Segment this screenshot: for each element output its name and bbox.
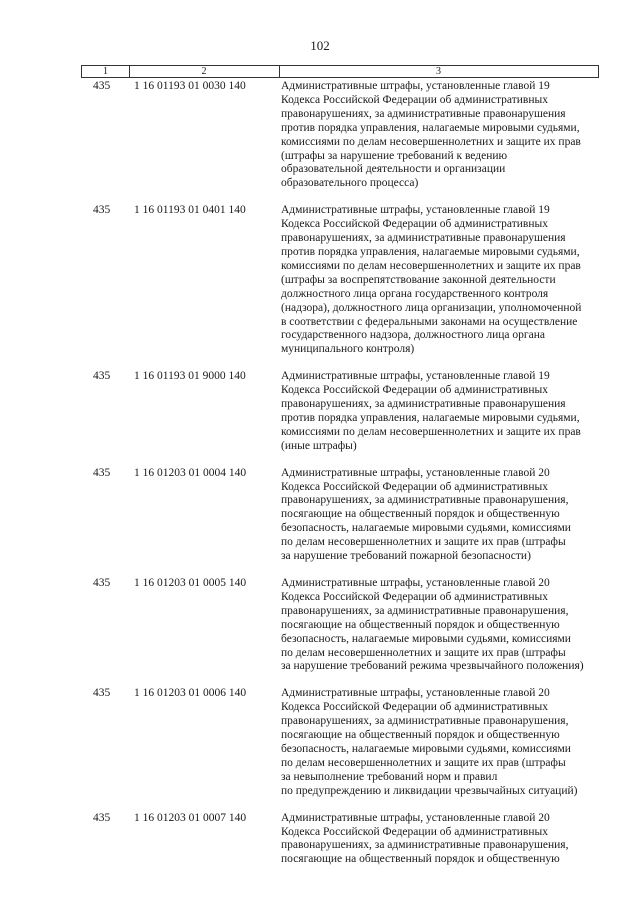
description-line: комиссиями по делам несовершеннолетних и защите их прав xyxy=(281,259,581,272)
admin-code: 435 xyxy=(93,577,111,589)
admin-code: 435 xyxy=(93,466,111,479)
description-line: правонарушениях, за административные правонарушения xyxy=(281,107,566,120)
description-line: Кодекса Российской Федерации об административных xyxy=(281,218,548,231)
description-line: посягающие на общественный порядок и общественную xyxy=(281,853,560,866)
header-col-2: 2 xyxy=(129,66,280,77)
budget-classification-code: 1 16 01203 01 0007 140 xyxy=(134,811,247,824)
admin-code: 435 xyxy=(93,687,111,700)
description-line: по делам несовершеннолетних и защите их прав (штрафы xyxy=(281,646,566,659)
description-line: (штрафы за нарушение требований к ведению xyxy=(281,149,508,162)
description-line: Административные штрафы, установленные главой 20 xyxy=(281,577,550,589)
description-line: Кодекса Российской Федерации об административных xyxy=(281,590,548,603)
description-line: муниципального контроля) xyxy=(281,343,415,356)
description-line: Кодекса Российской Федерации об административных xyxy=(281,825,548,838)
description-line: по делам несовершеннолетних и защите их прав (штрафы xyxy=(281,756,566,769)
description-line: за невыполнение требований норм и правил xyxy=(281,770,498,783)
description-line: Административные штрафы, установленные главой 19 xyxy=(281,370,550,383)
admin-code: 435 xyxy=(93,204,111,217)
income-description xyxy=(281,370,601,453)
description-line: Административные штрафы, установленные главой 19 xyxy=(281,204,550,217)
description-line: по предупреждению и ликвидации чрезвычайных ситуаций) xyxy=(281,784,578,797)
description-line: правонарушениях, за административные правонарушения, xyxy=(281,494,569,507)
income-description xyxy=(281,204,601,357)
description-line: безопасность, налагаемые мировыми судьями, комиссиями xyxy=(281,632,571,645)
description-line: образовательной деятельности и организации xyxy=(281,163,506,176)
description-line: правонарушениях, за административные правонарушения xyxy=(281,232,566,245)
budget-classification-code: 1 16 01203 01 0005 140 xyxy=(134,577,247,589)
description-line: посягающие на общественный порядок и общественную xyxy=(281,729,560,742)
description-line: правонарушениях, за административные правонарушения, xyxy=(281,715,569,728)
table-row xyxy=(0,687,640,798)
table-row xyxy=(0,80,640,191)
description-line: Кодекса Российской Федерации об административных xyxy=(281,480,548,493)
income-description xyxy=(281,467,601,564)
description-line: Кодекса Российской Федерации об административных xyxy=(281,93,548,106)
description-line: правонарушениях, за административные правонарушения, xyxy=(281,604,569,617)
description-line: посягающие на общественный порядок и общественную xyxy=(281,618,560,631)
description-line: комиссиями по делам несовершеннолетних и защите их прав xyxy=(281,135,581,148)
budget-classification-code: 1 16 01193 01 9000 140 xyxy=(134,370,246,383)
description-line: правонарушениях, за административные правонарушения xyxy=(281,398,566,411)
description-line: за нарушение требований режима чрезвычайного положения) xyxy=(281,660,584,673)
admin-code: 435 xyxy=(93,80,111,92)
description-line: правонарушениях, за административные правонарушения, xyxy=(281,839,569,852)
income-description xyxy=(281,577,601,674)
description-line: против порядка управления, налагаемые мировыми судьями, xyxy=(281,121,580,134)
header-col-1: 1 xyxy=(82,66,130,77)
description-line: против порядка управления, налагаемые мировыми судьями, xyxy=(281,245,580,258)
income-description xyxy=(281,80,601,191)
table-row xyxy=(0,370,640,453)
admin-code: 435 xyxy=(93,811,111,824)
description-line: против порядка управления, налагаемые мировыми судьями, xyxy=(281,411,580,424)
table-row xyxy=(0,467,640,564)
table-body xyxy=(0,80,640,880)
description-line: Административные штрафы, установленные главой 20 xyxy=(281,687,550,700)
description-line: Административные штрафы, установленные главой 20 xyxy=(281,466,550,479)
budget-classification-code: 1 16 01193 01 0401 140 xyxy=(134,204,246,217)
income-description xyxy=(281,687,601,798)
description-line: Административные штрафы, установленные главой 20 xyxy=(281,811,550,824)
description-line: безопасность, налагаемые мировыми судьями, комиссиями xyxy=(281,742,571,755)
budget-classification-code: 1 16 01203 01 0006 140 xyxy=(134,687,247,700)
income-description xyxy=(281,812,601,868)
table-row xyxy=(0,204,640,357)
description-line: государственного надзора, должностного лица органа xyxy=(281,329,545,342)
description-line: комиссиями по делам несовершеннолетних и защите их прав xyxy=(281,425,581,438)
budget-classification-code: 1 16 01203 01 0004 140 xyxy=(134,466,247,479)
table-row xyxy=(0,577,640,674)
description-line: (иные штрафы) xyxy=(281,439,357,452)
description-line: за нарушение требований пожарной безопасности) xyxy=(281,550,531,563)
table-row xyxy=(0,812,640,868)
table-header xyxy=(81,65,599,78)
description-line: (штрафы за воспрепятствование законной деятельности xyxy=(281,273,556,286)
admin-code: 435 xyxy=(93,370,111,383)
budget-classification-code: 1 16 01193 01 0030 140 xyxy=(134,80,246,92)
description-line: безопасность, налагаемые мировыми судьями, комиссиями xyxy=(281,522,571,535)
page-number: 102 xyxy=(310,38,330,53)
description-line: Кодекса Российской Федерации об административных xyxy=(281,701,548,714)
description-line: по делам несовершеннолетних и защите их прав (штрафы xyxy=(281,536,566,549)
description-line: в соответствии с федеральными законами на осуществление xyxy=(281,315,578,328)
header-col-3: 3 xyxy=(436,66,441,77)
description-line: образовательного процесса) xyxy=(281,177,419,190)
description-line: Административные штрафы, установленные главой 19 xyxy=(281,80,550,92)
description-line: (надзора), должностного лица организации, уполномоченной xyxy=(281,301,582,314)
description-line: посягающие на общественный порядок и общественную xyxy=(281,508,560,521)
description-line: Кодекса Российской Федерации об административных xyxy=(281,384,548,397)
description-line: должностного лица органа государственного контроля xyxy=(281,287,549,300)
